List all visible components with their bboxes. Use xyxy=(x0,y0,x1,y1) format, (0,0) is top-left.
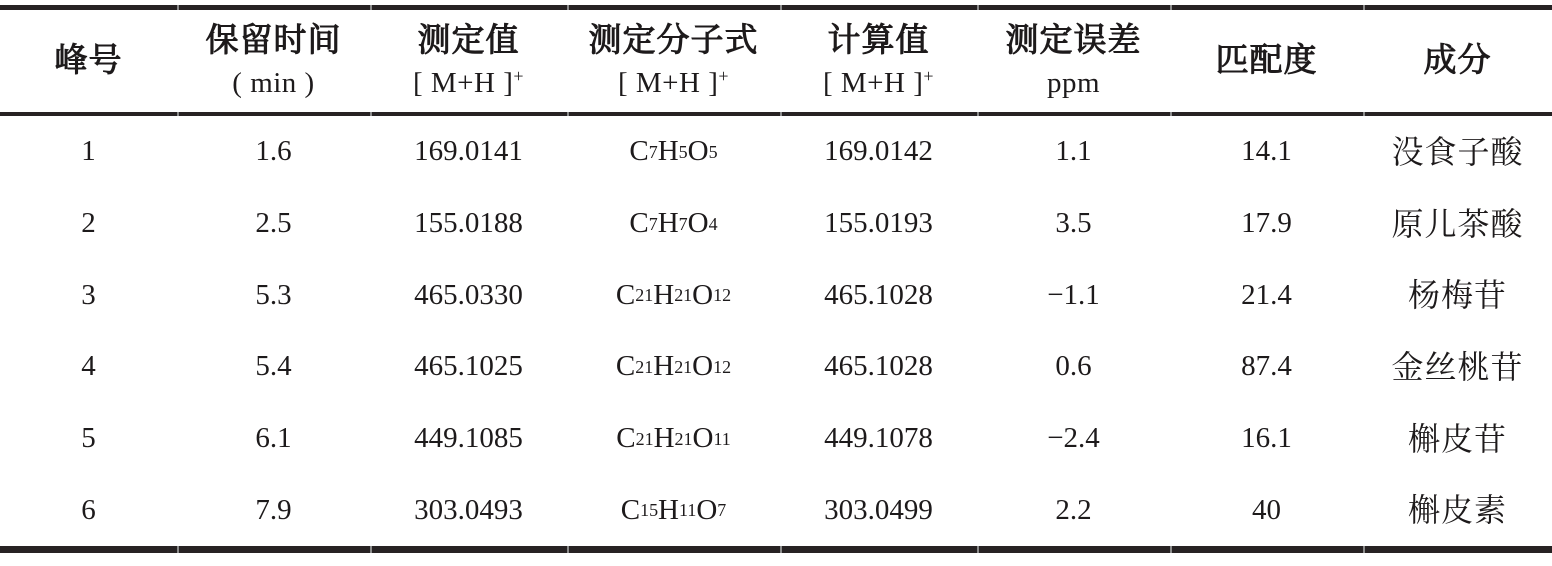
cell-match: 14.1 xyxy=(1241,135,1292,168)
header-label-peak: 峰号 xyxy=(54,42,123,79)
header-sublabel-formula: [ M+H ]+ xyxy=(617,65,730,99)
cell-calculated: 465.1028 xyxy=(824,278,933,311)
rule-segment xyxy=(0,546,177,553)
header-sublabel-measured: [ M+H ]+ xyxy=(412,65,525,99)
cell-measured: 465.0330 xyxy=(414,278,523,311)
header-label-calculated: 计算值 xyxy=(827,22,930,59)
cell-measured: 169.0141 xyxy=(414,135,523,168)
cell-measured: 303.0493 xyxy=(414,493,523,526)
table-row xyxy=(0,331,1552,403)
cell-match: 87.4 xyxy=(1241,350,1292,383)
header-label-formula: 测定分子式 xyxy=(588,22,759,59)
header-cell-peak xyxy=(0,10,177,112)
header-cell-formula xyxy=(567,10,780,112)
cell-formula: C 15 H 11 O 7 xyxy=(620,493,727,526)
cell-calculated: 303.0499 xyxy=(824,493,933,526)
cell-measured: 155.0188 xyxy=(414,207,523,239)
cell-formula: C 21 H 21 O 12 xyxy=(615,350,732,383)
cell-error: −1.1 xyxy=(1047,278,1100,311)
header-sublabel-calculated: [ M+H ]+ xyxy=(822,65,935,99)
cell-error: 0.6 xyxy=(1055,350,1092,383)
cell-component: 杨梅苷 xyxy=(1407,277,1507,314)
header-cell-error xyxy=(977,10,1170,112)
cell-match: 17.9 xyxy=(1241,207,1292,239)
header-label-component: 成分 xyxy=(1423,42,1492,79)
cell-retention: 1.6 xyxy=(255,135,292,168)
header-cell-calculated xyxy=(780,10,977,112)
cell-component: 没食子酸 xyxy=(1391,133,1524,170)
header-cell-measured xyxy=(370,10,567,112)
cell-component: 原儿茶酸 xyxy=(1391,205,1524,242)
table-header-row xyxy=(0,10,1552,112)
cell-match: 40 xyxy=(1252,493,1281,526)
rule-segment xyxy=(977,546,1170,553)
cell-peak: 6 xyxy=(81,493,96,526)
table-row xyxy=(0,259,1552,331)
cell-formula: C 7 H 5 O 5 xyxy=(629,135,718,168)
header-label-match: 匹配度 xyxy=(1215,42,1318,79)
cell-measured: 449.1085 xyxy=(414,422,523,455)
cell-component: 金丝桃苷 xyxy=(1391,348,1524,385)
cell-calculated: 155.0193 xyxy=(824,207,933,239)
cell-error: −2.4 xyxy=(1047,422,1100,455)
rule-segment xyxy=(1363,546,1552,553)
cell-component: 槲皮苷 xyxy=(1407,420,1507,457)
header-cell-component xyxy=(1363,10,1552,112)
table-row xyxy=(0,188,1552,260)
cell-error: 1.1 xyxy=(1055,135,1092,168)
cell-match: 21.4 xyxy=(1241,278,1292,311)
header-sublabel-retention: ( min ) xyxy=(232,66,315,99)
header-label-error: 测定误差 xyxy=(1005,22,1142,59)
compound-table xyxy=(0,5,1552,553)
cell-formula: C 21 H 21 O 11 xyxy=(616,422,731,455)
cell-error: 3.5 xyxy=(1055,207,1092,239)
cell-component: 槲皮素 xyxy=(1407,492,1507,529)
table-body xyxy=(0,116,1552,546)
cell-peak: 4 xyxy=(81,350,96,383)
table-bottom-rule xyxy=(0,546,1552,553)
rule-segment xyxy=(780,546,977,553)
cell-retention: 5.4 xyxy=(255,350,292,383)
cell-calculated: 169.0142 xyxy=(824,135,933,168)
header-cell-match xyxy=(1170,10,1363,112)
cell-match: 16.1 xyxy=(1241,422,1292,455)
cell-retention: 7.9 xyxy=(255,493,292,526)
header-cell-retention xyxy=(177,10,370,112)
cell-error: 2.2 xyxy=(1055,493,1092,526)
table-row xyxy=(0,116,1552,188)
cell-retention: 2.5 xyxy=(255,207,292,239)
cell-peak: 5 xyxy=(81,422,96,455)
cell-calculated: 465.1028 xyxy=(824,350,933,383)
rule-segment xyxy=(370,546,567,553)
cell-peak: 3 xyxy=(81,278,96,311)
table-row xyxy=(0,403,1552,475)
header-sublabel-error: ppm xyxy=(1046,66,1101,99)
rule-segment xyxy=(177,546,370,553)
cell-formula: C 21 H 21 O 12 xyxy=(615,278,732,311)
cell-retention: 6.1 xyxy=(255,422,292,455)
rule-segment xyxy=(567,546,780,553)
header-label-retention: 保留时间 xyxy=(205,22,342,59)
cell-measured: 465.1025 xyxy=(414,350,523,383)
cell-peak: 1 xyxy=(81,135,96,168)
cell-formula: C 7 H 7 O 4 xyxy=(629,207,718,239)
cell-peak: 2 xyxy=(81,207,96,239)
header-label-measured: 测定值 xyxy=(417,22,520,59)
cell-calculated: 449.1078 xyxy=(824,422,933,455)
table-row xyxy=(0,474,1552,546)
cell-retention: 5.3 xyxy=(255,278,292,311)
rule-segment xyxy=(1170,546,1363,553)
